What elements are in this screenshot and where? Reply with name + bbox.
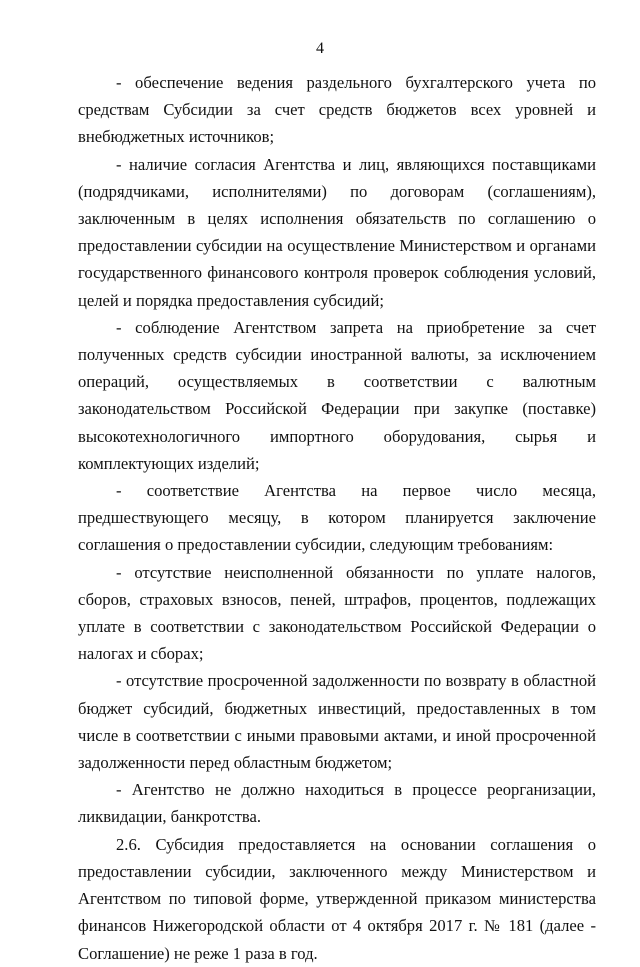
paragraph-currency-ban: - соблюдение Агентством запрета на приобретение за счет полученных средств субсидии иностранной валюты, за исключением операций, осуществляемых в соответствии с валютным законодательством Российской Федерации при закупке (поставке) высокотехнологичного импортного оборудования, сырья и комплектующих изделий; [78, 317, 596, 473]
paragraph-no-tax-debt: - отсутствие неисполненной обязанности по уплате налогов, сборов, страховых взносов, пеней, штрафов, процентов, подлежащих уплате в соответствии с законодательством Российской Федерации о налогах и сборах; [78, 562, 596, 664]
paragraph-agency-requirements: - соответствие Агентства на первое число месяца, предшествующего месяцу, в котором планируется заключение соглашения о предоставлении субсидии, следующим требованиям: [78, 481, 596, 555]
paragraph-separate-accounting: - обеспечение ведения раздельного бухгалтерского учета по средствам Субсидии за счет средств бюджетов всех уровней и внебюджетных источников; [78, 73, 596, 147]
paragraph-consent-inspections: - наличие согласия Агентства и лиц, являющихся поставщиками (подрядчиками, исполнителями) по договорам (соглашениям), заключенным в целях исполнения обязательств по соглашению о предоставлении субсидии на осуществление Министерством и органами государственного финансового контроля проверок соблюдения условий, целей и порядка предоставления субсидий; [78, 154, 596, 310]
paragraph-subsidy-agreement: 2.6. Субсидия предоставляется на основании соглашения о предоставлении субсидии, заключенного между Министерством и Агентством по типовой форме, утвержденной приказом министерства финансов Нижегородской области от 4 октября 2017 г. № 181 (далее - Соглашение) не реже 1 раза в год. [78, 834, 596, 963]
page-number: 4 [316, 40, 324, 57]
document-body [78, 69, 596, 967]
paragraph-no-reorganization: - Агентство не должно находиться в процессе реорганизации, ликвидации, банкротства. [78, 780, 596, 827]
paragraph-no-overdue-debt: - отсутствие просроченной задолженности по возврату в областной бюджет субсидий, бюджетных инвестиций, предоставленных в том числе в соответствии с иными правовыми актами, и иной просроченной задолженности перед областным бюджетом; [78, 671, 596, 773]
